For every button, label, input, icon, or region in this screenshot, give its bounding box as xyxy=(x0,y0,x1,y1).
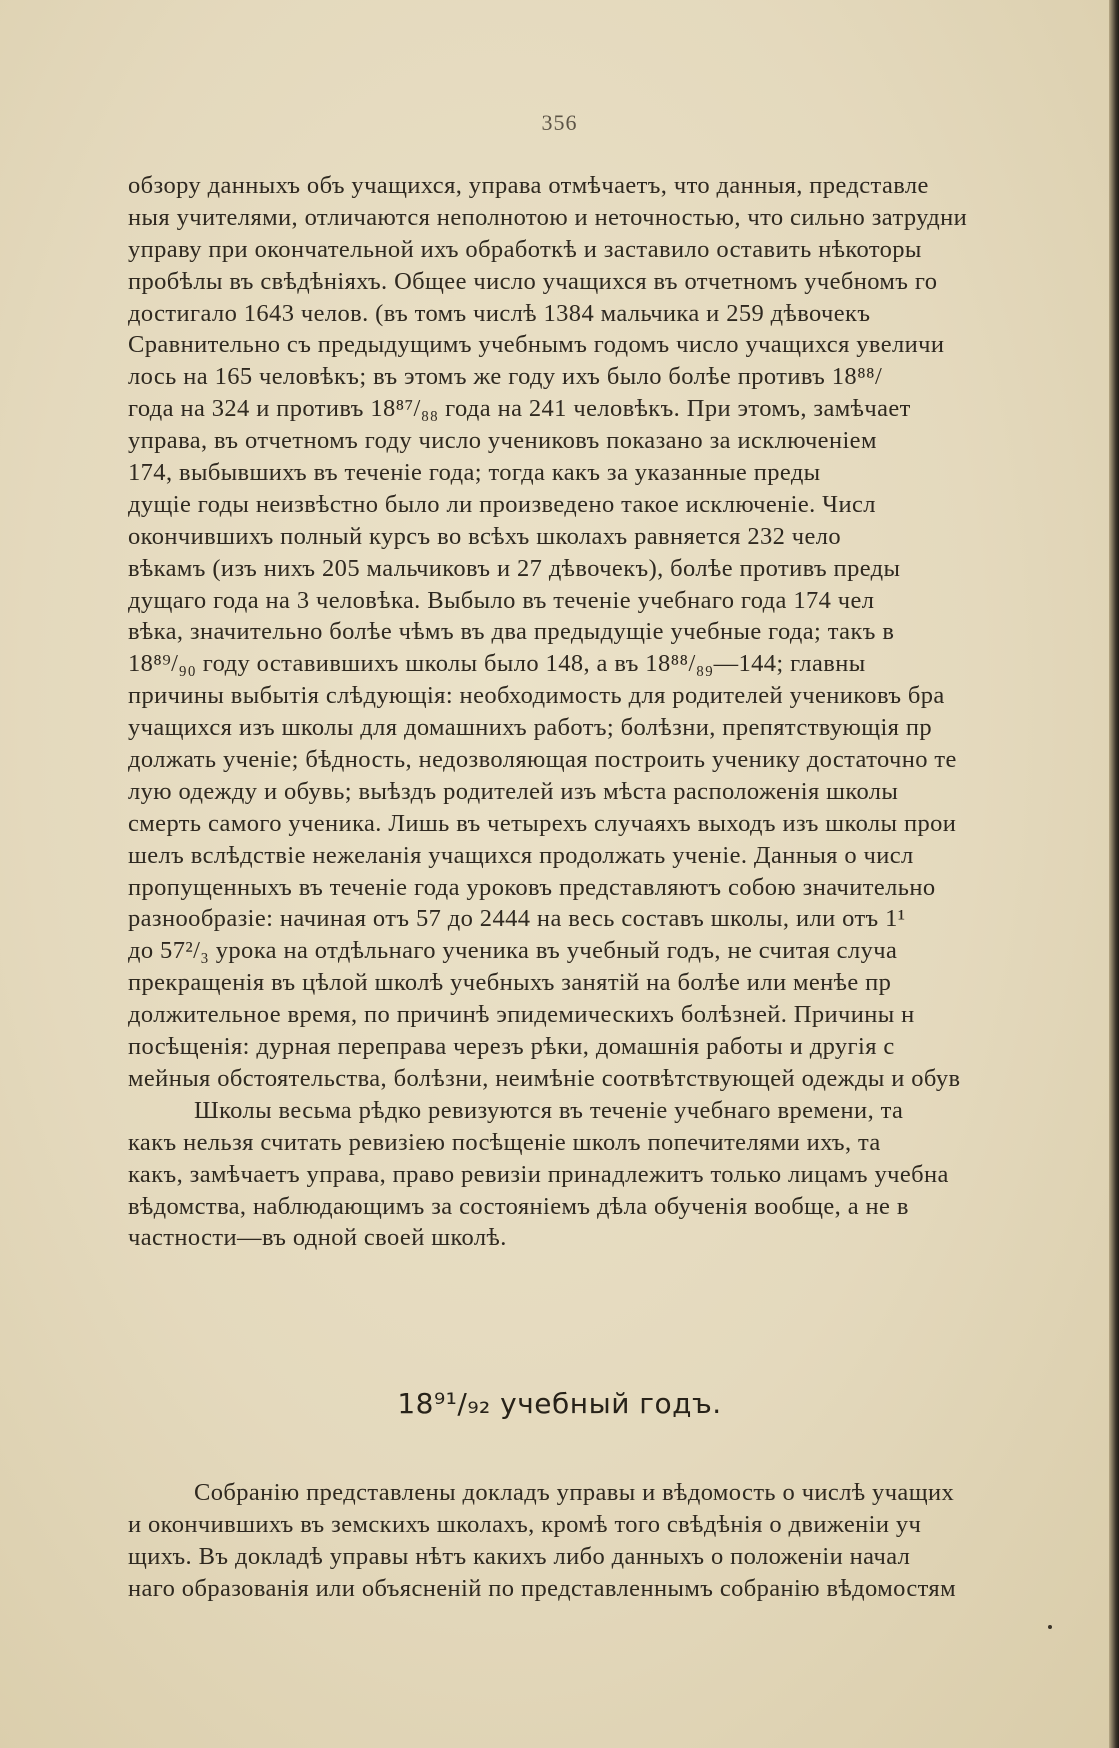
text-line: пробѣлы въ свѣдѣніяхъ. Общее число учащихся въ отчетномъ учебномъ го xyxy=(128,267,938,295)
section-text-block xyxy=(128,1477,1108,1605)
text-line: обзору данныхъ объ учащихся, управа отмѣчаетъ, что данныя, представле xyxy=(128,172,929,199)
text-line: разнообразіе: начиная отъ 57 до 2444 на весь составъ школы, или отъ 1¹ xyxy=(128,905,906,933)
text-line: и окончившихъ въ земскихъ школахъ, кромѣ того свѣдѣнія о движеніи уч xyxy=(128,1510,922,1538)
text-line: дущіе годы неизвѣстно было ли произведено такое исключеніе. Числ xyxy=(128,490,876,518)
text-line: управу при окончательной ихъ обработкѣ и заставило оставить нѣкоторы xyxy=(128,235,922,263)
text-line: прекращенія въ цѣлой школѣ учебныхъ занятій на болѣе или менѣе пр xyxy=(128,969,892,997)
text-line: лую одежду и обувь; выѣздъ родителей изъ мѣста расположенія школы xyxy=(128,777,899,805)
text-line: какъ, замѣчаетъ управа, право ревизіи принадлежитъ только лицамъ учебна xyxy=(128,1160,949,1188)
text-line: мейныя обстоятельства, болѣзни, неимѣніе соотвѣтствующей одежды и обув xyxy=(128,1064,961,1092)
text-line: частности—въ одной своей школѣ. xyxy=(128,1224,507,1252)
text-line: шелъ вслѣдствіе нежеланія учащихся продолжать ученіе. Данныя о числ xyxy=(128,841,914,869)
page-number: 356 xyxy=(541,110,578,135)
text-line: должительное время, по причинѣ эпидемическихъ болѣзней. Причины н xyxy=(128,1001,915,1029)
text-line: посѣщенія: дурная переправа черезъ рѣки, домашнія работы и другія с xyxy=(128,1033,895,1061)
text-line: учащихся изъ школы для домашнихъ работъ; болѣзни, препятствующія пр xyxy=(128,714,933,742)
text-line: вѣкамъ (изъ нихъ 205 мальчиковъ и 27 дѣвочекъ), болѣе противъ преды xyxy=(128,554,901,582)
text-line: окончившихъ полный курсъ во всѣхъ школахъ равняется 232 чело xyxy=(128,522,842,550)
text-line: вѣка, значительно болѣе чѣмъ въ два предыдущіе учебные года; такъ в xyxy=(128,618,895,646)
text-line: дущаго года на 3 человѣка. Выбыло въ теченіе учебнаго года 174 чел xyxy=(128,586,875,614)
text-line: 174, выбывшихъ въ теченіе года; тогда какъ за указанные преды xyxy=(128,459,821,487)
ink-speck xyxy=(1048,1625,1052,1629)
section-heading: 18⁹¹/₉₂ учебный годъ. xyxy=(397,1387,722,1420)
text-line: 18⁸⁹/₉₀ году оставившихъ школы было 148, а въ 18⁸⁸/₈₉—144; главны xyxy=(128,650,866,678)
text-line: смерть самого ученика. Лишь въ четырехъ случаяхъ выходъ изъ школы прои xyxy=(128,809,957,837)
text-line: управа, въ отчетномъ году число учениковъ показано за исключеніем xyxy=(128,427,877,455)
main-text-block xyxy=(128,170,1108,1254)
text-line: достигало 1643 челов. (въ томъ числѣ 1384 мальчика и 259 дѣвочекъ xyxy=(128,299,871,327)
paragraph-start-line: Собранію представлены докладъ управы и вѣдомость о числѣ учащих xyxy=(194,1479,955,1506)
text-line: до 57²/₃ урока на отдѣльнаго ученика въ учебный годъ, не считая случа xyxy=(128,937,898,965)
text-line: ныя учителями, отличаются неполнотою и неточностью, что сильно затрудни xyxy=(128,203,968,231)
text-line: Сравнительно съ предыдущимъ учебнымъ годомъ число учащихся увеличи xyxy=(128,331,945,359)
paragraph-start-line: Школы весьма рѣдко ревизуются въ теченіе учебнаго времени, та xyxy=(194,1096,904,1124)
text-line: пропущенныхъ въ теченіе года уроковъ представляютъ собою значительно xyxy=(128,873,936,901)
text-line: щихъ. Въ докладѣ управы нѣтъ какихъ либо данныхъ о положеніи начал xyxy=(128,1542,911,1570)
text-line: наго образованія или объясненій по представленнымъ собранію вѣдомостям xyxy=(128,1574,957,1602)
text-line: должать ученіе; бѣдность, недозволяющая построить ученику достаточно те xyxy=(128,746,957,774)
text-line: года на 324 и противъ 18⁸⁷/₈₈ года на 241 человѣкъ. При этомъ, замѣчает xyxy=(128,395,911,423)
text-line: вѣдомства, наблюдающимъ за состояніемъ дѣла обученія вообще, а не в xyxy=(128,1192,909,1220)
text-line: какъ нельзя считать ревизіею посѣщеніе школъ попечителями ихъ, та xyxy=(128,1128,881,1156)
page-binding-edge xyxy=(1109,0,1119,1748)
text-line: причины выбытія слѣдующія: необходимость для родителей учениковъ бра xyxy=(128,682,945,710)
text-line: лось на 165 человѣкъ; въ этомъ же году ихъ было болѣе противъ 18⁸⁸/ xyxy=(128,363,883,391)
